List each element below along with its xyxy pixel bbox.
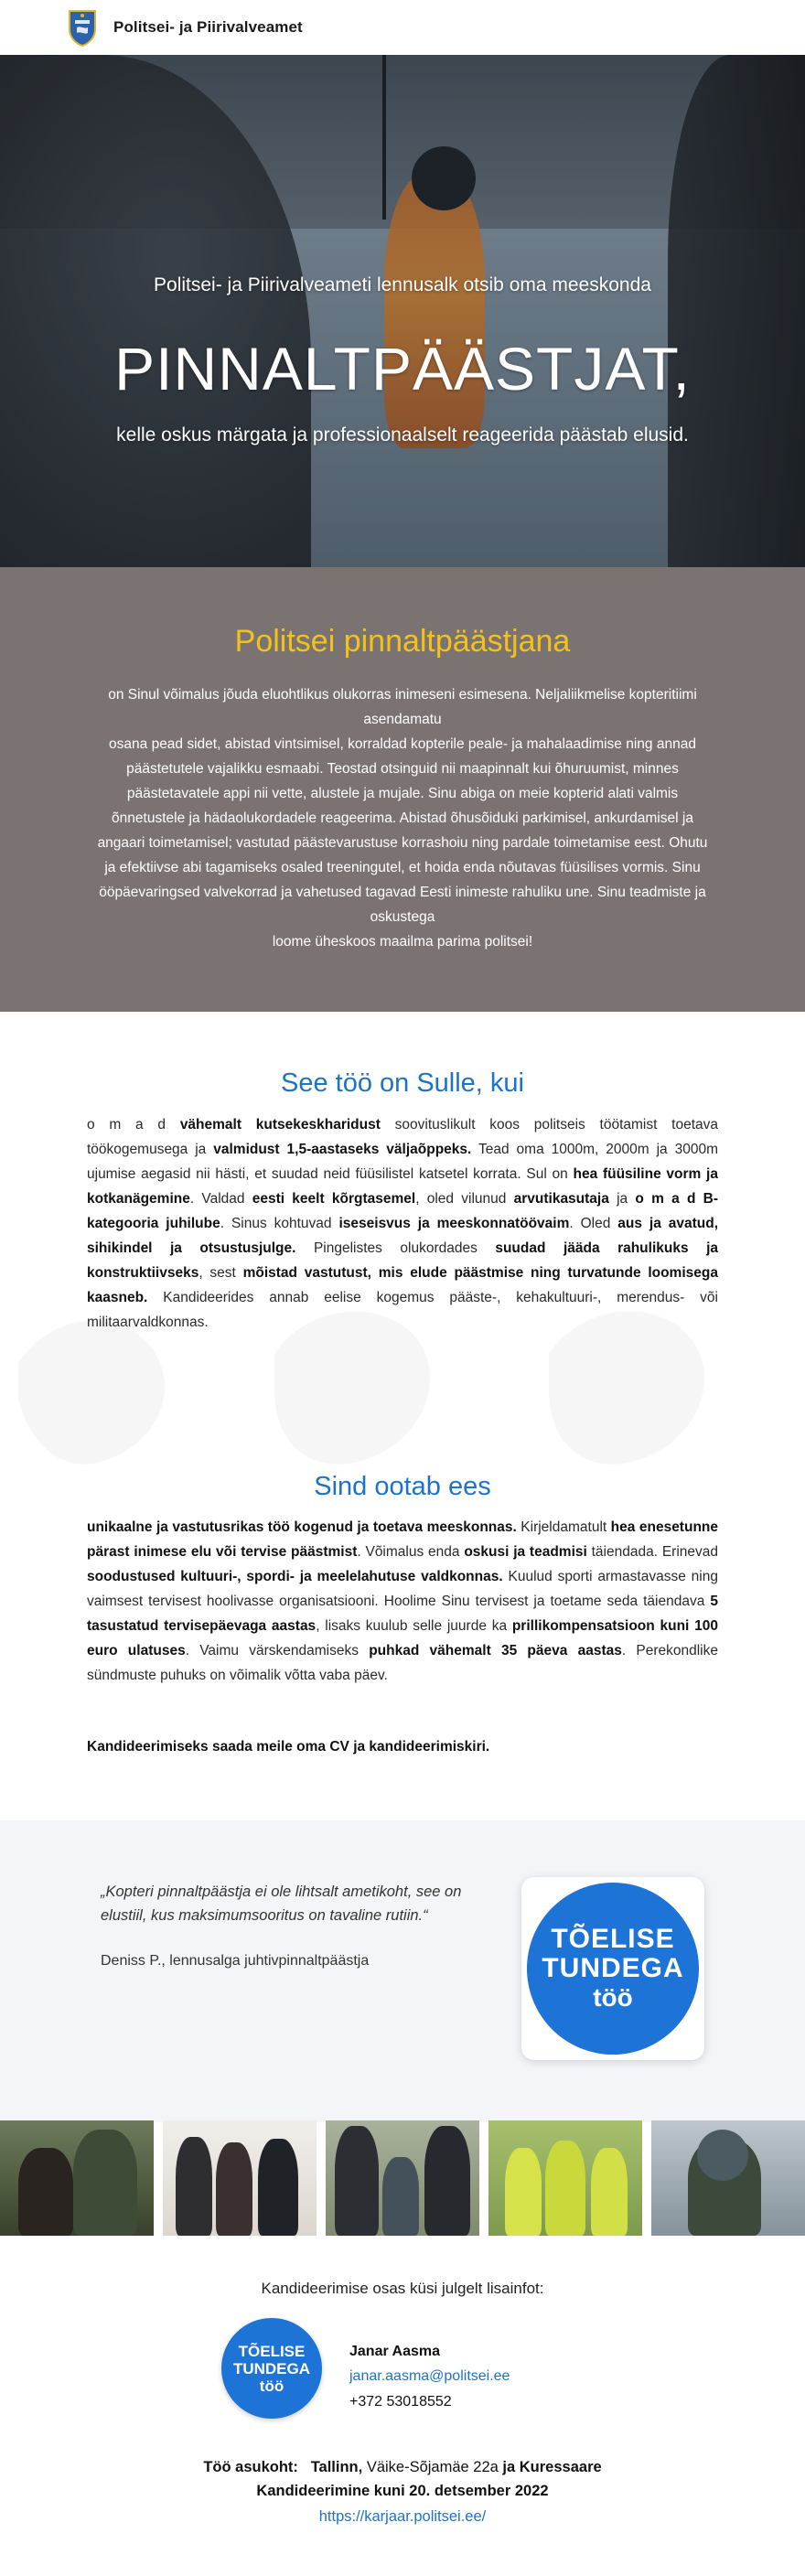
- role-heading: Politsei pinnaltpäästjana: [234, 624, 571, 659]
- offer-segment: , lisaks kuulub selle juurde ka: [316, 1618, 512, 1634]
- offer-segment: . Võimalus enda: [357, 1544, 465, 1560]
- contact-phone[interactable]: +372 53018552: [349, 2394, 452, 2410]
- contact-email-link[interactable]: janar.aasma@politsei.ee: [349, 2368, 510, 2384]
- photo-pilot-helmet: [651, 2120, 805, 2236]
- requirements-segment: . Valdad: [189, 1191, 252, 1207]
- requirements-segment: aus ja avatud, sihikindel ja otsustusjulge.: [87, 1216, 718, 1256]
- photo-police-dog: [0, 2120, 154, 2236]
- hero-tagline: kelle oskus märgata ja professionaalselt reageerida päästab elusid.: [116, 424, 689, 445]
- ppa-shield-icon[interactable]: [66, 7, 99, 48]
- true-feeling-badge: TÕELISE TUNDEGA töö: [527, 1883, 699, 2055]
- contact-lead: Kandideerimise osas küsi julgelt lisainfot:: [261, 2280, 544, 2297]
- requirements-segment: Pingelistes olukordades: [295, 1240, 496, 1256]
- offer-heading: Sind ootab ees: [314, 1472, 491, 1501]
- offer-segment: prillikompensatsioon kuni 100 euro ulatuses: [87, 1618, 718, 1658]
- requirements-segment: Kandideerides annab eelise kogemus pääste-, kehakultuuri-, merendus- või militaarvaldkonnas.: [87, 1290, 718, 1330]
- role-section: [0, 567, 805, 1012]
- offer-segment: puhkad vähemalt 35 päeva aastas: [369, 1643, 622, 1658]
- requirements-segment: eesti keelt kõrgtasemel: [252, 1191, 416, 1207]
- offer-segment: 5 tasustatud tervisepäevaga aastas: [87, 1594, 718, 1634]
- offer-segment: . Perekondlike sündmuste puhuks on võimalik võtta vaba päev.: [87, 1643, 718, 1683]
- role-line: loome üheskoos maailma parima politsei!: [272, 934, 533, 950]
- career-site-link[interactable]: https://karjaar.politsei.ee/: [318, 2508, 487, 2525]
- application-deadline: Kandideerimine kuni 20. detsember 2022: [256, 2483, 549, 2499]
- requirements-segment: Tead oma 1000m, 2000m ja 3000m ujumise aegasid nii hästi, et suudad neid füüsilistel katsetel korrata. Sul on: [87, 1142, 718, 1182]
- requirements-segment: arvutikasutaja: [513, 1191, 609, 1207]
- role-body: [91, 682, 714, 954]
- offer-text: [87, 1515, 718, 1688]
- job-location: Töö asukoht: Tallinn, Väike-Sõjamäe 22a ja Kuressaare: [203, 2459, 602, 2475]
- photo-officers-group: [163, 2120, 317, 2236]
- offer-segment: oskusi ja teadmisi: [464, 1544, 587, 1560]
- requirements-segment: ja: [608, 1191, 636, 1207]
- requirements-segment: o m a d B-kategooria juhilube: [87, 1191, 718, 1231]
- quote-text: „Kopteri pinnaltpäästja ei ole lihtsalt ametikoht, see on elustiil, kus maksimumsooritus on tavaline rutiin.“: [101, 1884, 462, 1924]
- requirements-segment: . Sinus kohtuvad: [220, 1216, 339, 1231]
- requirements-segment: , oled vilunud: [415, 1191, 514, 1207]
- hero-subtitle: Politsei- ja Piirivalveameti lennusalk otsib oma meeskonda: [154, 274, 651, 295]
- requirements-segment: iseseisvus ja meeskonnatöövaim: [338, 1216, 570, 1231]
- requirements-heading: See töö on Sulle, kui: [280, 1068, 524, 1098]
- requirements-segment: vähemalt kutsekeskharidust: [179, 1117, 381, 1132]
- offer-segment: Kuulud sporti armastavasse ning vaimsest tervisest hoolivasse organisatsiooni. Hoolime Sinu tervisest ja toetame seda täiendava: [87, 1569, 718, 1609]
- hero-title: PINNALTPÄÄSTJAT,: [114, 335, 691, 402]
- role-line: osana pead sidet, abistad vintsimisel, korraldad kopterile peale- ja mahalaadimise ning annad päästetutele vajalikku esmaabi. Teostad otsinguid nii maapinnalt kui õhuruumist, minnes päästetavatele appi nii vette, alustele ja mujale. Sinu abiga on meie kopterid alati valmis õnnetustele ja hädaolukordadele reageerima. Abistad õhusõiduki parkimisel, ankurdamisel ja angaari toimetamisel; vastutad päästevarustuse korrashoiu ning pardale toimetamise eest. Ohutu ja efektiivse abi tagamiseks osaled treeningutel, et hoida enda nõutavas füüsilises vormis. Sinu ööpäevaringsed valvekorrad ja vahetused tagavad Eesti inimeste rahuliku une. Sinu teadmiste ja oskustega: [97, 736, 708, 925]
- requirements-segment: hea füüsiline vorm ja kotkanägemine: [87, 1166, 718, 1207]
- top-bar: [0, 0, 805, 55]
- role-line: on Sinul võimalus jõuda eluohtlikus olukorras inimeseni esimesena. Neljaliikmelise kopteritiimi asendamatu: [108, 687, 697, 727]
- offer-segment: . Vaimu värskendamiseks: [185, 1643, 370, 1658]
- photo-strip: [0, 2120, 805, 2236]
- offer-segment: Kirjeldamatult: [516, 1519, 611, 1535]
- photo-child-with-officers: [326, 2120, 479, 2236]
- requirements-segment: suudad jääda rahulikuks ja konstruktiivseks: [87, 1240, 719, 1281]
- offer-segment: unikaalne ja vastutusrikas töö kogenud ja toetava meeskonnas.: [87, 1519, 517, 1535]
- apply-instruction: Kandideerimiseks saada meile oma CV ja kandideerimiskiri.: [87, 1739, 490, 1755]
- requirements-segment: soovituslikult koos politseis töötamist toetava töökogemusega ja: [87, 1117, 719, 1157]
- quote-author: Deniss P., lennusalga juhtivpinnaltpäästja: [101, 1953, 370, 1969]
- hero-banner: [0, 55, 805, 567]
- requirements-segment: . Oled: [569, 1216, 618, 1231]
- requirements-segment: valmidust 1,5-aastaseks väljaõppeks.: [213, 1142, 472, 1157]
- requirements-segment: , sest: [199, 1265, 243, 1281]
- badge-card: [521, 1877, 704, 2060]
- true-feeling-badge-small: TÕELISE TUNDEGA töö: [221, 2318, 322, 2419]
- brand-name[interactable]: Politsei- ja Piirivalveamet: [113, 18, 303, 36]
- requirements-segment: o m a d: [87, 1117, 180, 1132]
- offer-segment: täiendada. Erinevad: [586, 1544, 718, 1560]
- offer-segment: soodustused kultuuri-, spordi- ja meelelahutuse valdkonnas.: [87, 1569, 503, 1584]
- contact-name: Janar Aasma: [349, 2344, 441, 2359]
- offer-segment: hea enesetunne pärast inimese elu või tervise päästmist: [87, 1519, 718, 1560]
- requirements-text: [87, 1112, 718, 1335]
- photo-police-team: [488, 2120, 642, 2236]
- requirements-segment: mõistad vastutust, mis elude päästmise ning turvatunde loomisega kaasneb.: [87, 1265, 718, 1305]
